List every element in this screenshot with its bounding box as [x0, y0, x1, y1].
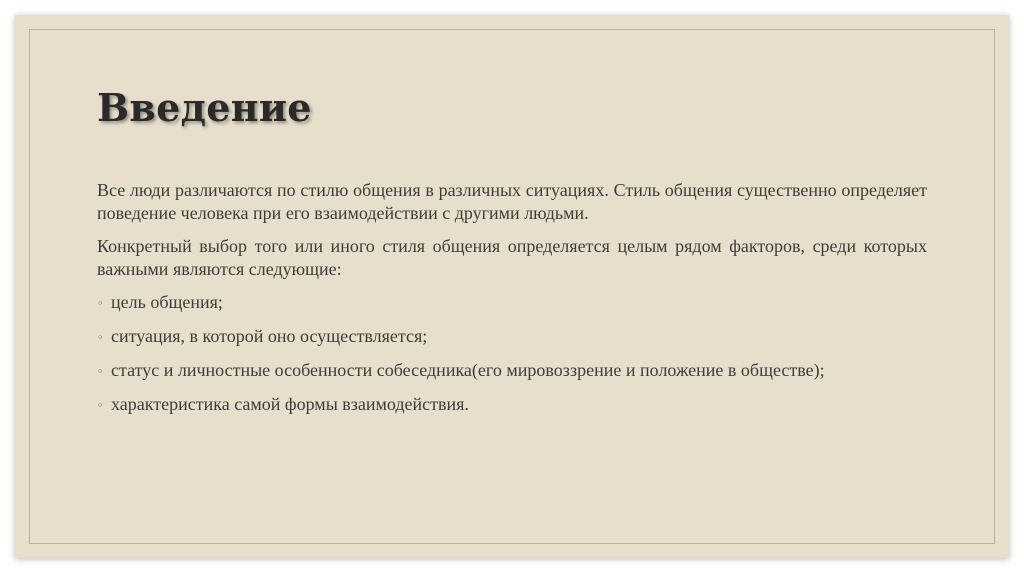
slide-body [97, 179, 927, 427]
list-item-text: статус и личностные особенности собеседника(его мировоззрение и положение в обществе); [111, 360, 825, 380]
hollow-circle-bullet-icon: ◦ [97, 399, 104, 412]
slide [15, 15, 1009, 558]
list-item [97, 325, 927, 348]
list-item-text: ситуация, в которой оно осуществляется; [111, 326, 428, 346]
list-item [97, 291, 927, 314]
slide-title: Введение [97, 85, 312, 130]
hollow-circle-bullet-icon: ◦ [97, 297, 104, 310]
list-item-text: характеристика самой формы взаимодействия. [111, 394, 469, 414]
factors-list [97, 291, 927, 416]
list-item-text: цель общения; [111, 292, 223, 312]
hollow-circle-bullet-icon: ◦ [97, 331, 104, 344]
list-item [97, 359, 927, 382]
intro-paragraph: Все люди различаются по стилю общения в различных ситуациях. Стиль общения существенно определяет поведение человека при его взаимодействии с другими людьми. [97, 180, 927, 223]
list-item [97, 393, 927, 416]
factors-paragraph: Конкретный выбор того или иного стиля общения определяется целым рядом факторов, среди которых важными являются следующие: [97, 236, 927, 279]
hollow-circle-bullet-icon: ◦ [97, 365, 104, 378]
